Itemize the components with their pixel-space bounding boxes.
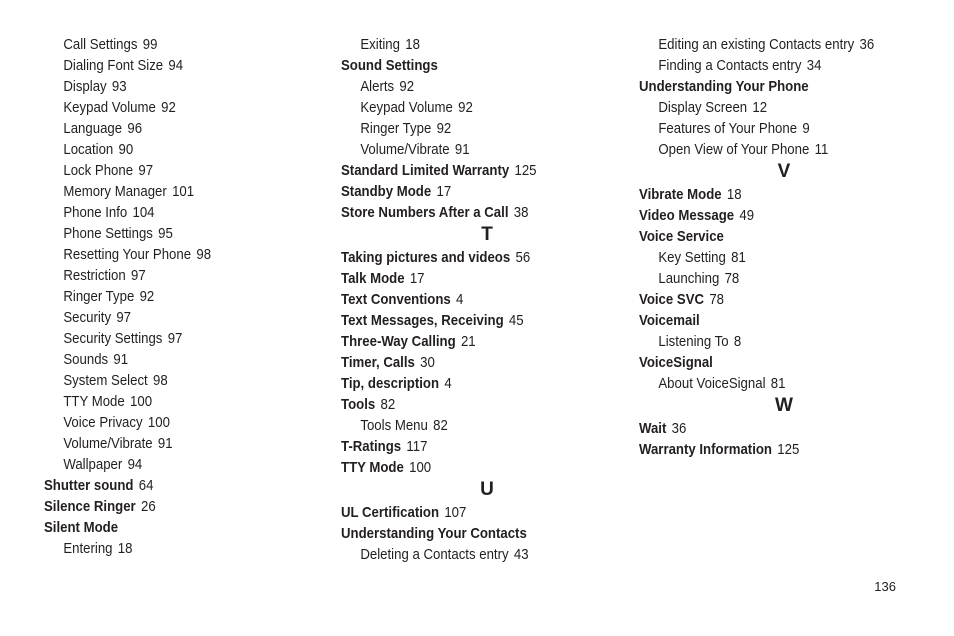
- index-page-ref: 4: [456, 291, 464, 308]
- index-term: Understanding Your Phone: [639, 78, 809, 95]
- index-entry: [341, 394, 598, 415]
- index-subentry: [341, 544, 598, 565]
- index-subentry: [44, 391, 299, 412]
- index-term: Tools Menu: [360, 417, 428, 434]
- index-column-1: [44, 34, 334, 559]
- index-entry: [341, 523, 598, 544]
- index-subentry: [341, 34, 598, 55]
- index-term: Store Numbers After a Call: [341, 204, 509, 221]
- index-page-ref: 91: [157, 435, 173, 452]
- index-term: VoiceSignal: [639, 354, 713, 371]
- index-page-ref: 100: [130, 393, 153, 410]
- index-entry: [639, 76, 894, 97]
- index-subentry: [44, 349, 299, 370]
- index-term: Taking pictures and videos: [341, 249, 511, 266]
- index-page-ref: 43: [513, 546, 529, 563]
- index-page-ref: 97: [130, 267, 146, 284]
- index-page-ref: 82: [433, 417, 448, 434]
- index-subentry: [44, 433, 299, 454]
- index-subentry: [44, 181, 299, 202]
- index-page-ref: 78: [724, 270, 740, 287]
- index-entry: [341, 247, 598, 268]
- index-page-ref: 97: [116, 309, 132, 326]
- index-entry: [341, 268, 598, 289]
- index-entry: [341, 160, 598, 181]
- index-page-ref: 125: [777, 441, 800, 458]
- index-page-ref: 117: [406, 438, 428, 455]
- index-subentry: [44, 454, 299, 475]
- index-page-ref: 9: [802, 120, 810, 137]
- index-subentry: [639, 55, 894, 76]
- index-page-ref: 92: [458, 99, 473, 116]
- index-subentry: [639, 331, 894, 352]
- index-term: Volume/Vibrate: [360, 141, 450, 158]
- index-term: Voicemail: [639, 312, 700, 329]
- index-entry: [639, 352, 894, 373]
- index-entry: [341, 502, 598, 523]
- index-subentry: [44, 538, 299, 559]
- index-term: Silence Ringer: [44, 498, 136, 515]
- index-subentry: [44, 223, 299, 244]
- index-page-ref: 56: [515, 249, 531, 266]
- index-page-ref: 92: [399, 78, 415, 95]
- index-column-3: [639, 34, 929, 460]
- index-page-ref: 107: [444, 504, 467, 521]
- index-page-ref: 17: [409, 270, 425, 287]
- index-page-ref: 30: [420, 354, 435, 371]
- index-term: Editing an existing Contacts entry: [658, 36, 855, 53]
- index-entry: [341, 310, 598, 331]
- index-entry: [639, 205, 894, 226]
- index-term: Security Settings: [63, 330, 163, 347]
- index-term: Exiting: [360, 36, 400, 53]
- index-entry: [639, 418, 894, 439]
- index-term: Shutter sound: [44, 477, 134, 494]
- index-subentry: [44, 244, 299, 265]
- index-entry: [44, 517, 299, 538]
- index-page-ref: 98: [196, 246, 212, 263]
- index-page-ref: 17: [436, 183, 452, 200]
- index-page-ref: 100: [147, 414, 170, 431]
- index-entry: [44, 496, 299, 517]
- index-page-ref: 18: [117, 540, 133, 557]
- index-page-ref: 96: [127, 120, 143, 137]
- index-term: Phone Info: [63, 204, 128, 221]
- index-page-ref: 4: [444, 375, 452, 392]
- index-subentry: [341, 76, 598, 97]
- index-term: Talk Mode: [341, 270, 405, 287]
- index-term: Sounds: [63, 351, 109, 368]
- index-subentry: [341, 97, 598, 118]
- index-page-ref: 98: [153, 372, 168, 389]
- index-term: Warranty Information: [639, 441, 772, 458]
- index-subentry: [44, 286, 299, 307]
- index-term: Features of Your Phone: [658, 120, 798, 137]
- index-page-ref: 92: [139, 288, 155, 305]
- index-subentry: [341, 139, 598, 160]
- index-term: Keypad Volume: [63, 99, 156, 116]
- index-term: Key Setting: [658, 249, 726, 266]
- index-term: Finding a Contacts entry: [658, 57, 802, 74]
- index-entry: [341, 373, 598, 394]
- index-term: Alerts: [360, 78, 395, 95]
- index-entry: [341, 181, 598, 202]
- index-entry: [341, 436, 598, 457]
- index-entry: [639, 310, 894, 331]
- index-page-ref: 95: [158, 225, 173, 242]
- index-subentry: [44, 76, 299, 97]
- index-term: Voice Service: [639, 228, 724, 245]
- section-letter-t: T: [481, 224, 493, 245]
- index-entry: [341, 55, 598, 76]
- index-entry: [639, 184, 894, 205]
- index-term: Wait: [639, 420, 667, 437]
- index-page-ref: 45: [508, 312, 524, 329]
- index-term: Wallpaper: [63, 456, 123, 473]
- index-term: Display: [63, 78, 107, 95]
- index-term: Launching: [658, 270, 720, 287]
- index-entry: [341, 457, 598, 478]
- index-page-ref: 49: [739, 207, 755, 224]
- index-page-ref: 11: [814, 141, 829, 158]
- index-term: About VoiceSignal: [658, 375, 766, 392]
- index-subentry: [44, 97, 299, 118]
- index-page-ref: 100: [409, 459, 432, 476]
- index-term: Dialing Font Size: [63, 57, 164, 74]
- index-term: Tools: [341, 396, 376, 413]
- index-term: Open View of Your Phone: [658, 141, 810, 158]
- index-term: Lock Phone: [63, 162, 134, 179]
- section-letter-v: V: [777, 161, 791, 182]
- index-page-ref: 97: [167, 330, 183, 347]
- index-term: Entering: [63, 540, 113, 557]
- index-term: Sound Settings: [341, 57, 438, 74]
- index-term: Listening To: [658, 333, 729, 350]
- index-term: Video Message: [639, 207, 735, 224]
- index-page-ref: 81: [770, 375, 786, 392]
- index-term: UL Certification: [341, 504, 440, 521]
- index-term: Resetting Your Phone: [63, 246, 192, 263]
- index-page-ref: 99: [142, 36, 158, 53]
- index-term: Display Screen: [658, 99, 748, 116]
- index-entry: [639, 226, 894, 247]
- index-entry: [341, 289, 598, 310]
- index-page-ref: 94: [168, 57, 184, 74]
- index-term: TTY Mode: [63, 393, 125, 410]
- index-page-ref: 21: [460, 333, 476, 350]
- index-entry: [639, 439, 894, 460]
- index-entry: [341, 202, 598, 223]
- index-term: Vibrate Mode: [639, 186, 722, 203]
- index-entry: [341, 331, 598, 352]
- index-subentry: [44, 412, 299, 433]
- index-subentry: [639, 34, 894, 55]
- index-page-ref: 101: [172, 183, 195, 200]
- index-term: Keypad Volume: [360, 99, 453, 116]
- index-subentry: [341, 415, 598, 436]
- index-page-ref: 91: [113, 351, 129, 368]
- index-term: Timer, Calls: [341, 354, 415, 371]
- index-subentry: [639, 247, 894, 268]
- index-subentry: [44, 370, 299, 391]
- section-letter-u: U: [480, 479, 494, 500]
- index-term: Standby Mode: [341, 183, 432, 200]
- index-term: Call Settings: [63, 36, 138, 53]
- index-term: Voice SVC: [639, 291, 705, 308]
- index-page-ref: 18: [405, 36, 420, 53]
- index-page-ref: 18: [726, 186, 742, 203]
- index-subentry: [44, 265, 299, 286]
- index-term: Ringer Type: [63, 288, 135, 305]
- index-term: Restriction: [63, 267, 126, 284]
- index-term: Location: [63, 141, 114, 158]
- index-page-ref: 82: [380, 396, 396, 413]
- index-page-ref: 8: [733, 333, 742, 350]
- index-page-ref: 38: [513, 204, 529, 221]
- index-subentry: [639, 373, 894, 394]
- index-term: Volume/Vibrate: [63, 435, 153, 452]
- index-page-ref: 91: [454, 141, 470, 158]
- index-page-ref: 81: [731, 249, 746, 266]
- index-page-ref: 90: [118, 141, 134, 158]
- index-term: TTY Mode: [341, 459, 404, 476]
- index-term: Deleting a Contacts entry: [360, 546, 509, 563]
- index-page-ref: 36: [859, 36, 875, 53]
- index-page-ref: 97: [138, 162, 154, 179]
- index-subentry: [639, 268, 894, 289]
- index-term: Silent Mode: [44, 519, 119, 536]
- index-term: Standard Limited Warranty: [341, 162, 510, 179]
- index-entry: [341, 352, 598, 373]
- index-subentry: [44, 118, 299, 139]
- index-page-ref: 92: [436, 120, 452, 137]
- index-term: Tip, description: [341, 375, 440, 392]
- index-term: Language: [63, 120, 123, 137]
- page-number: 136: [874, 579, 896, 594]
- index-subentry: [44, 202, 299, 223]
- index-page-ref: 93: [111, 78, 127, 95]
- index-subentry: [44, 307, 299, 328]
- index-term: Voice Privacy: [63, 414, 143, 431]
- index-page-ref: 34: [806, 57, 822, 74]
- index-subentry: [44, 55, 299, 76]
- index-term: Ringer Type: [360, 120, 432, 137]
- index-subentry: [44, 34, 299, 55]
- index-subentry: [44, 160, 299, 181]
- index-page-ref: 26: [140, 498, 156, 515]
- index-subentry: [341, 118, 598, 139]
- index-page-ref: 12: [752, 99, 768, 116]
- index-term: Memory Manager: [63, 183, 167, 200]
- index-term: Text Messages, Receiving: [341, 312, 504, 329]
- index-term: Understanding Your Contacts: [341, 525, 527, 542]
- index-subentry: [639, 118, 894, 139]
- section-letter-w: W: [775, 395, 793, 416]
- index-page-ref: 125: [514, 162, 537, 179]
- index-page-ref: 104: [132, 204, 155, 221]
- index-term: Three-Way Calling: [341, 333, 456, 350]
- index-subentry: [44, 328, 299, 349]
- index-page-ref: 64: [138, 477, 154, 494]
- index-page-ref: 36: [671, 420, 687, 437]
- index-term: Phone Settings: [63, 225, 153, 242]
- index-term: System Select: [63, 372, 148, 389]
- index-page-ref: 94: [127, 456, 143, 473]
- index-subentry: [639, 139, 894, 160]
- index-page-ref: 92: [161, 99, 176, 116]
- index-page-ref: 78: [709, 291, 725, 308]
- index-term: T-Ratings: [341, 438, 402, 455]
- index-term: Text Conventions: [341, 291, 451, 308]
- index-entry: [44, 475, 299, 496]
- index-subentry: [639, 97, 894, 118]
- index-term: Security: [63, 309, 112, 326]
- index-entry: [639, 289, 894, 310]
- index-subentry: [44, 139, 299, 160]
- index-column-2: [341, 34, 633, 565]
